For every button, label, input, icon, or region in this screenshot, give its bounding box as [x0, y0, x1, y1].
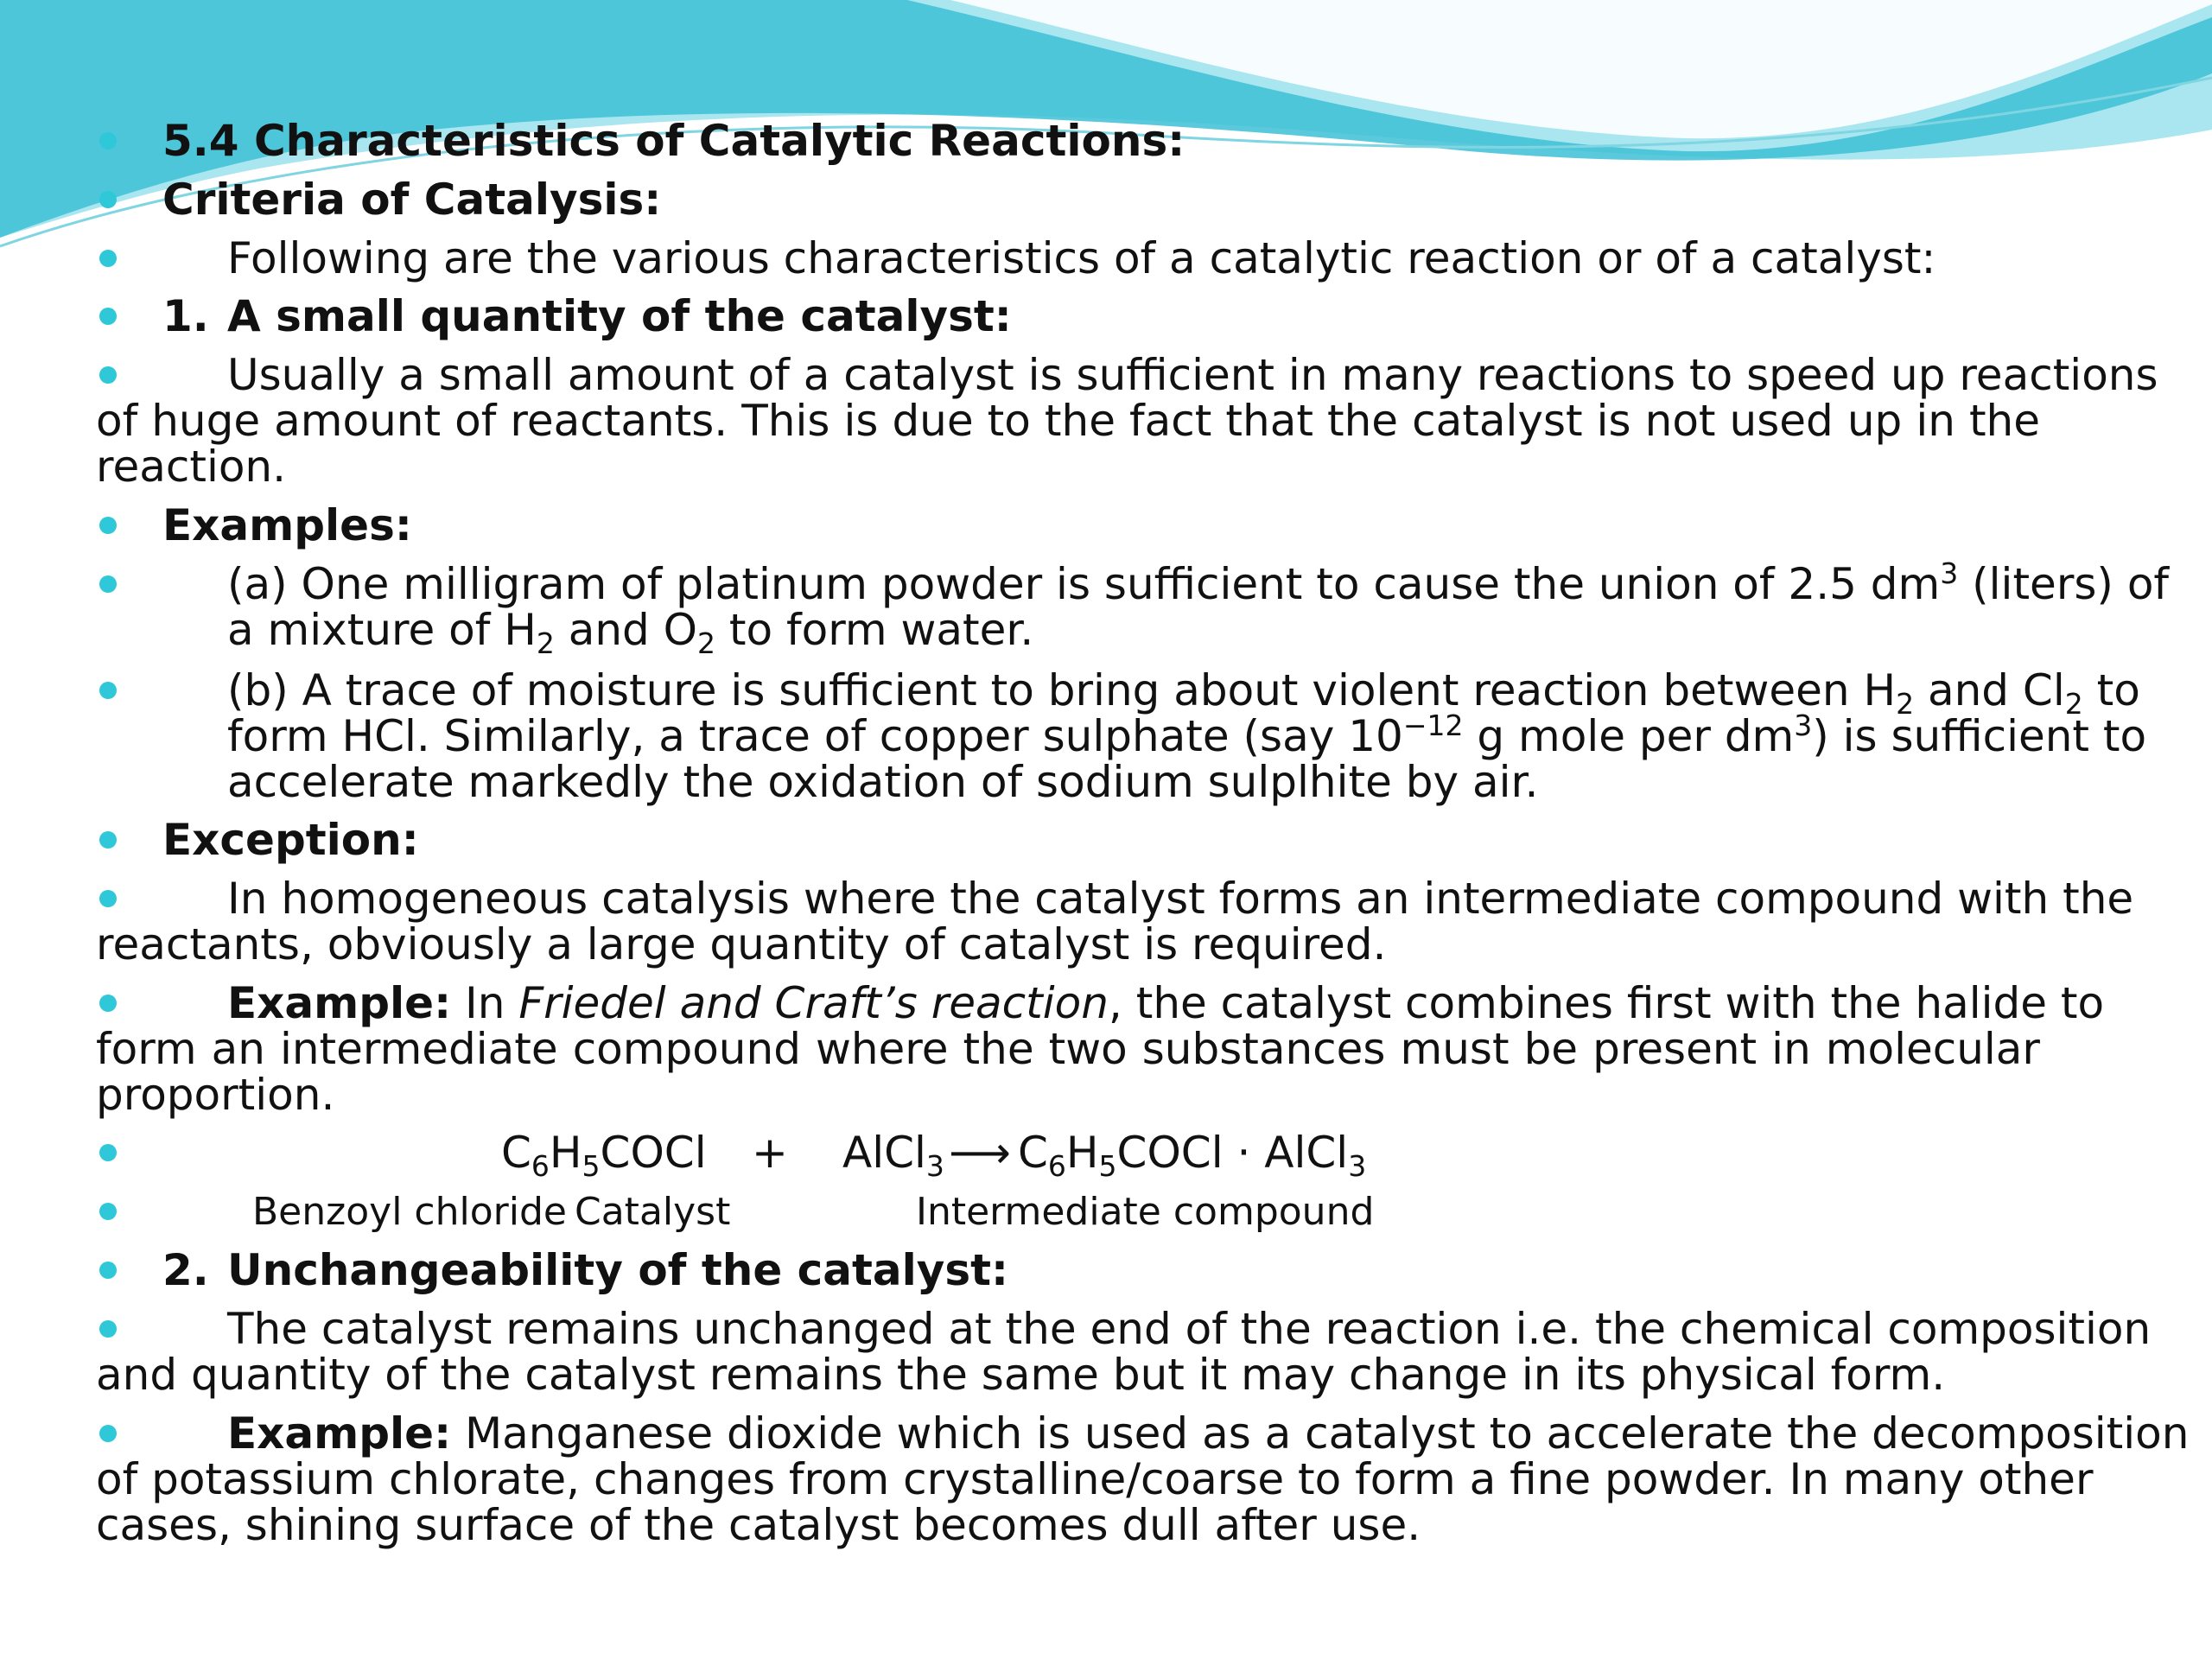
bullet-icon: [99, 132, 117, 149]
bullet-icon: [99, 308, 117, 325]
label-catalyst: Catalyst: [575, 1190, 731, 1234]
section-2-number: 2.: [162, 1245, 209, 1295]
bullet-icon: [99, 366, 117, 384]
section-2-example-line-1: Example: Manganese dioxide which is used as a catalyst to accelerate the decomposition: [227, 1408, 2190, 1459]
bullet-icon: [99, 1203, 117, 1220]
intro-text: Following are the various characteristics of a catalytic reaction or of a catalyst:: [227, 233, 1936, 283]
bullet-icon: [99, 1144, 117, 1161]
equation-plus: +: [752, 1128, 788, 1178]
bullet-icon: [99, 575, 117, 593]
section-2-paragraph-line-1: The catalyst remains unchanged at the end of the reaction i.e. the chemical composition: [227, 1304, 2152, 1354]
examples-heading: Examples:: [162, 500, 412, 550]
friedel-example-line-3: proportion.: [96, 1070, 335, 1120]
equation-arrow: ⟶: [949, 1128, 1011, 1178]
example-b-line-1: (b) A trace of moisture is sufficient to bring about violent reaction between $H_2$ and $Cl_2$ to: [227, 665, 2140, 721]
bullet-icon: [99, 250, 117, 267]
bullet-icon: [99, 191, 117, 208]
section-1-paragraph-line-1: Usually a small amount of a catalyst is sufficient in many reactions to speed up reactions: [227, 350, 2158, 400]
equation-product: $C_6H_5COCl$ · AlCl$_3$: [1018, 1128, 1367, 1183]
bullet-icon: [99, 831, 117, 849]
bullet-icon: [99, 1262, 117, 1279]
example-a-line-2: a mixture of $H_2$ and $O_2$ to form water.: [227, 605, 1034, 660]
section-1-paragraph-line-3: reaction.: [96, 442, 287, 492]
label-intermediate-compound: Intermediate compound: [916, 1190, 1375, 1234]
exception-heading: Exception:: [162, 815, 419, 865]
bullet-icon: [99, 517, 117, 534]
equation-catalyst: AlCl$_3$: [842, 1128, 944, 1183]
label-benzoyl-chloride: Benzoyl chloride: [252, 1190, 567, 1234]
section-1-number: 1.: [162, 291, 209, 341]
bullet-icon: [99, 995, 117, 1012]
section-2-title: Unchangeability of the catalyst:: [227, 1245, 1009, 1295]
friedel-example-line-1: Example: In Friedel and Craft’s reaction, the catalyst combines first with the halide to: [227, 978, 2105, 1028]
bullet-icon: [99, 890, 117, 907]
equation-reactant: $C_6H_5COCl$: [501, 1128, 707, 1183]
exception-line-2: reactants, obviously a large quantity of catalyst is required.: [96, 919, 1387, 969]
friedel-example-line-2: form an intermediate compound where the two substances must be present in molecular: [96, 1024, 2040, 1074]
section-2-paragraph-line-2: and quantity of the catalyst remains the same but it may change in its physical form.: [96, 1350, 1946, 1400]
example-a-line-1: (a) One milligram of platinum powder is sufficient to cause the union of 2.5 $dm^3$ (liters) of: [227, 556, 2170, 609]
bullet-icon: [99, 1425, 117, 1442]
example-b-line-2: form HCl. Similarly, a trace of copper sulphate (say $10^{-12}$ g mole per $dm^3$) is sufficient to: [227, 709, 2147, 761]
section-1-paragraph-line-2: of huge amount of reactants. This is due to the fact that the catalyst is not used up in the: [96, 396, 2040, 446]
slide-heading: 5.4 Characteristics of Catalytic Reactions:: [162, 116, 1185, 166]
criteria-heading: Criteria of Catalysis:: [162, 175, 662, 225]
section-2-example-line-3: cases, shining surface of the catalyst becomes dull after use.: [96, 1500, 1421, 1550]
bullet-icon: [99, 1320, 117, 1338]
exception-line-1: In homogeneous catalysis where the catalyst forms an intermediate compound with the: [227, 874, 2134, 924]
section-1-title: A small quantity of the catalyst:: [227, 291, 1012, 341]
bullet-icon: [99, 682, 117, 699]
section-2-example-line-2: of potassium chlorate, changes from crystalline/coarse to form a fine powder. In many other: [96, 1454, 2094, 1504]
example-b-line-3: accelerate markedly the oxidation of sodium sulplhite by air.: [227, 757, 1539, 807]
